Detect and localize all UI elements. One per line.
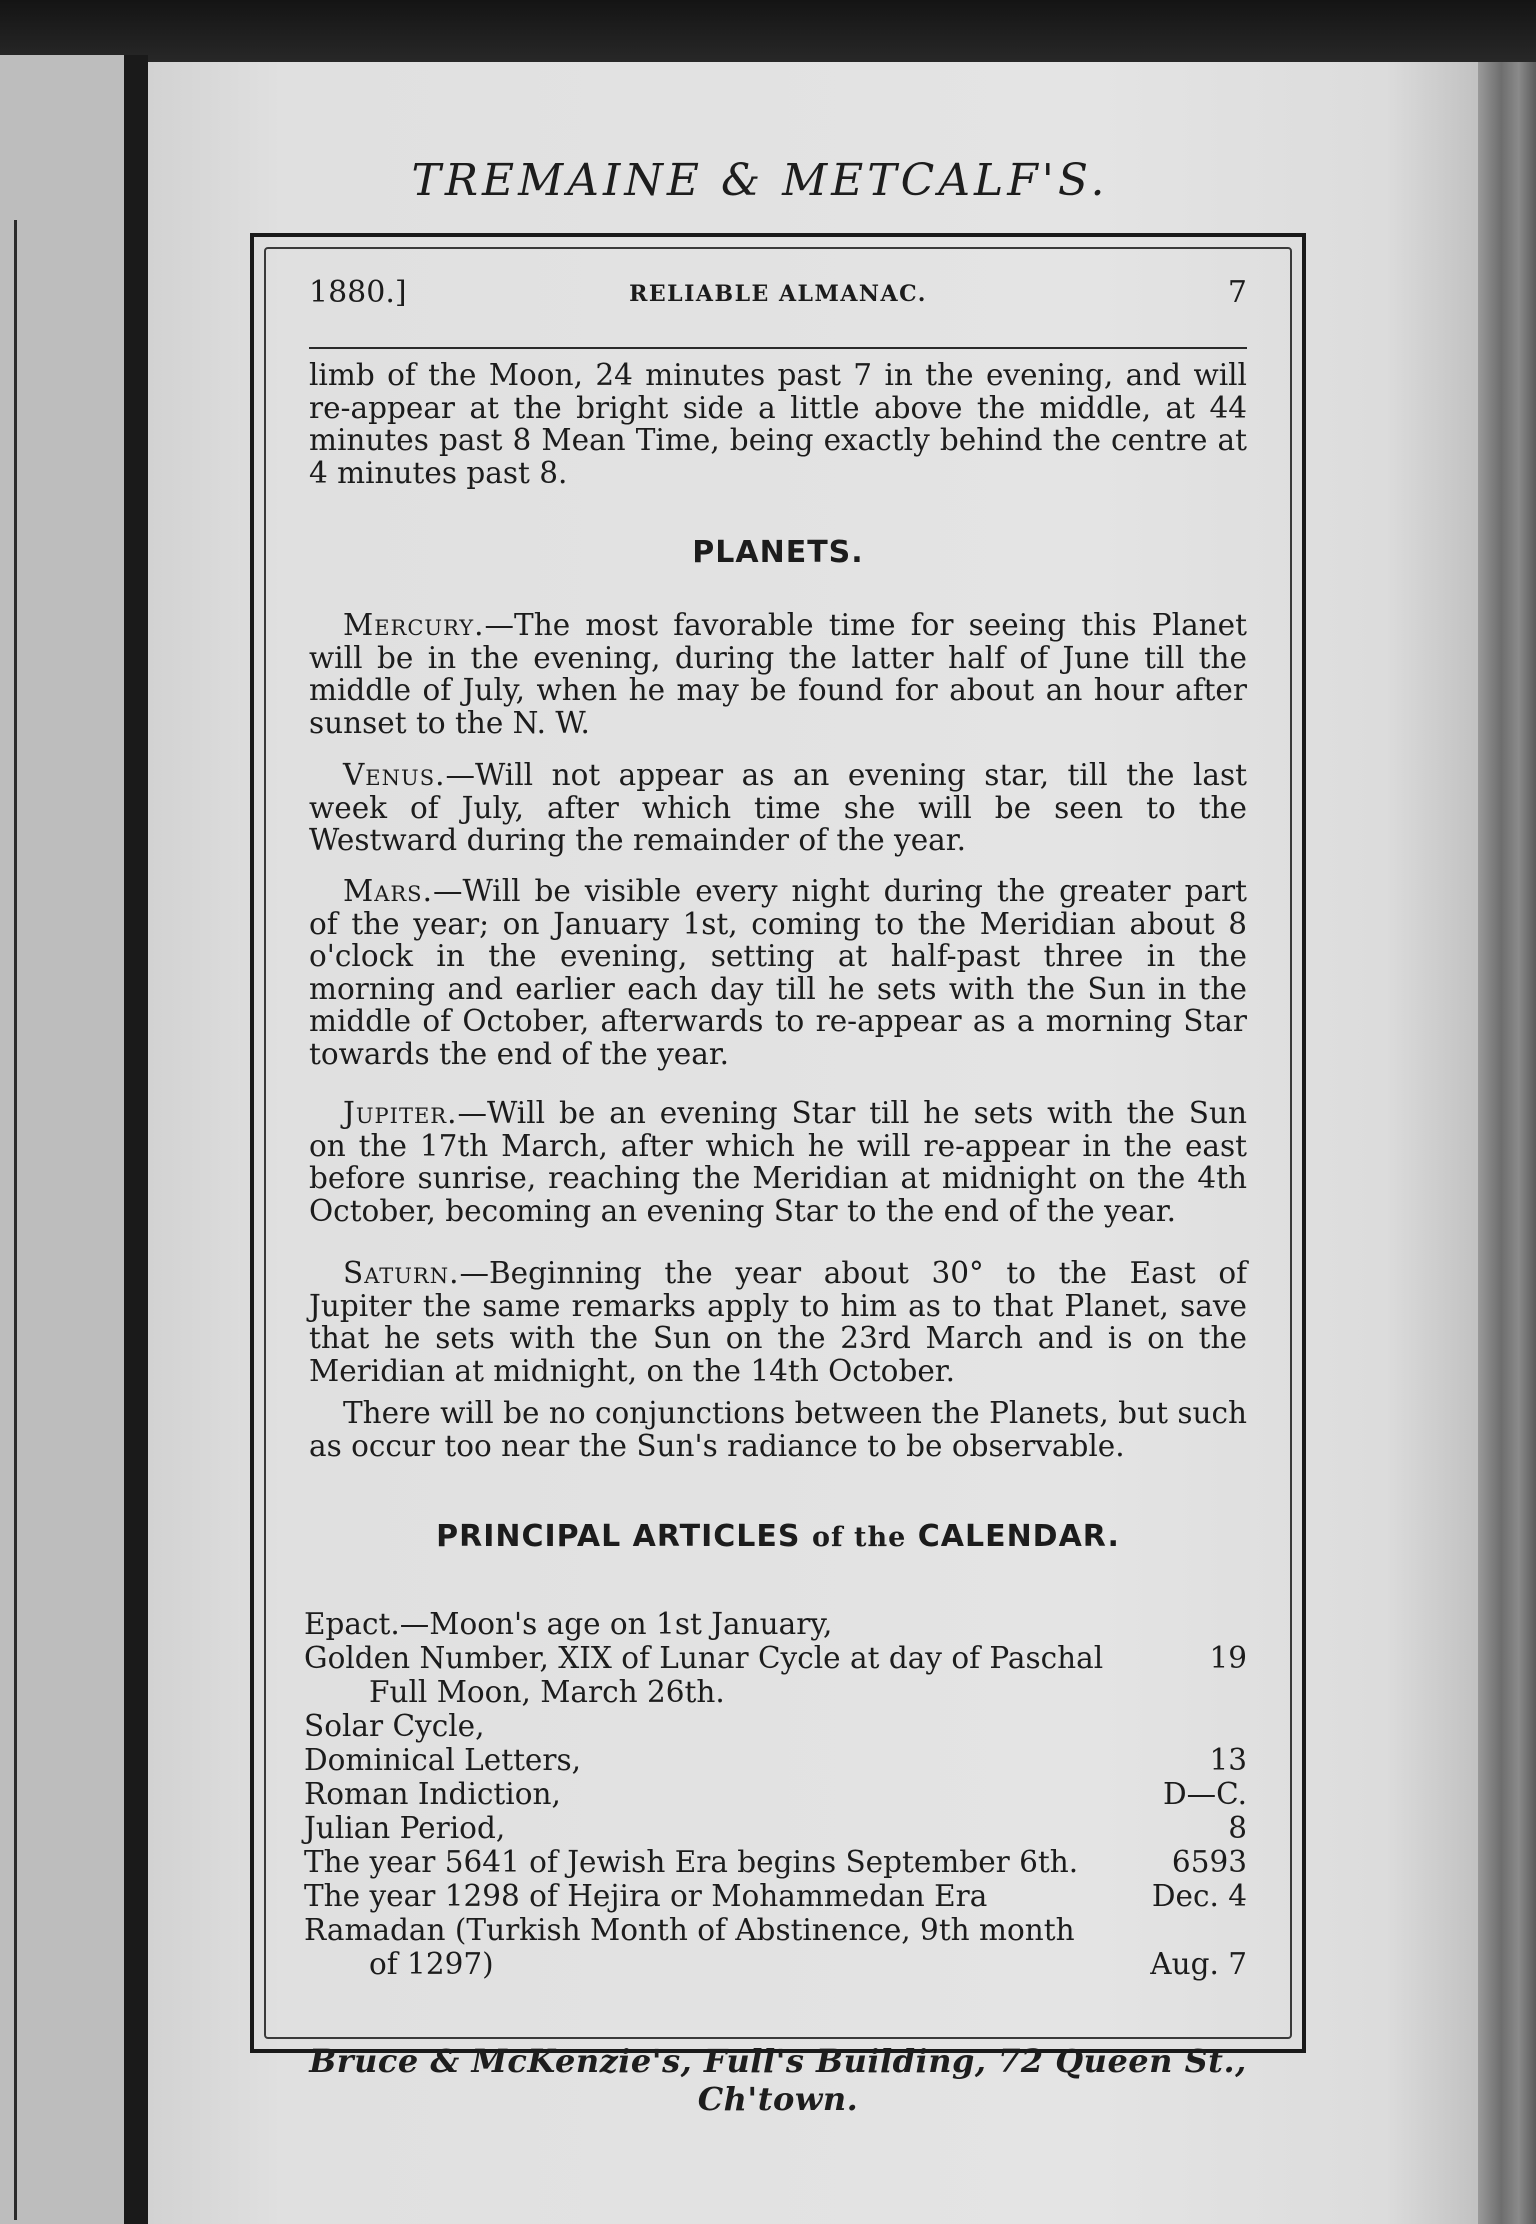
row-value: Aug. 7 [1150, 1947, 1247, 1981]
planet-entry-saturn [309, 1257, 1247, 1387]
planet-entry-jupiter [309, 1097, 1247, 1227]
page-footer: Bruce & McKenzie's, Full's Building, 72 Queen St., Ch'town. [309, 2042, 1247, 2118]
opening-paragraph: limb of the Moon, 24 minutes past 7 in the evening, and will re-appear at the bright side a little above the middle, at 44 minutes past 8 Mean Time, being exactly behind the centre at 4 minutes past 8. [309, 358, 1247, 490]
row-value: 13 [1209, 1743, 1247, 1777]
frame-content [254, 237, 1302, 2049]
calendar-row [304, 1811, 1247, 1845]
planet-name: Jupiter. [343, 1096, 458, 1130]
row-label: The year 1298 of Hejira or Mohammedan Era [304, 1879, 988, 1913]
row-label: Solar Cycle, [304, 1709, 485, 1743]
calendar-row [304, 1607, 1247, 1641]
row-value: 19 [1209, 1641, 1247, 1675]
page-number: 7 [1227, 275, 1247, 310]
row-label: Epact.—Moon's age on 1st January, [304, 1607, 833, 1641]
planet-text: —The most favorable time for seeing this Planet will be in the evening, during the latter half of June till the middle of July, when he may be found for about an hour after sunset to the N. W. [309, 608, 1247, 740]
row-label: Full Moon, March 26th. [369, 1675, 725, 1709]
head-rule [309, 347, 1247, 349]
planet-text: —Will be visible every night during the greater part of the year; on January 1st, coming to the Meridian about 8 o'clock in the evening, setting at half-past three in the morning and earlier each day till he sets with the Sun in the middle of October, afterwards to re-appear as a morning Star towards the end of the year. [309, 874, 1247, 1071]
calendar-row [304, 1675, 1247, 1709]
row-label: Golden Number, XIX of Lunar Cycle at day of Paschal [304, 1641, 1104, 1675]
calendar-row [304, 1845, 1247, 1879]
row-label: Ramadan (Turkish Month of Abstinence, 9th month [304, 1913, 1075, 1947]
facing-page-border [0, 220, 17, 2220]
calendar-title-main: PRINCIPAL ARTICLES [436, 1519, 801, 1554]
row-value: D—C. [1162, 1777, 1247, 1811]
row-label: Julian Period, [304, 1811, 506, 1845]
calendar-row [304, 1743, 1247, 1777]
planet-text: —Will be an evening Star till he sets with the Sun on the 17th March, after which he will re-appear in the east before sunrise, reaching the Meridian at midnight on the 4th October, becoming an evening Star to the end of the year. [309, 1096, 1247, 1228]
planet-text: —Beginning the year about 30° to the East of Jupiter the same remarks apply to him as to that Planet, save that he sets with the Sun on the 23rd March and is on the Meridian at midnight, on the 14th October. [309, 1256, 1247, 1388]
calendar-title-end: CALENDAR. [917, 1519, 1120, 1554]
planet-text: —Will not appear as an evening star, till the last week of July, after which time she will be seen to the Westward during the remainder of the year. [309, 758, 1247, 857]
planet-name: Mercury. [343, 608, 485, 642]
planet-name: Saturn. [343, 1256, 460, 1290]
book-gutter [124, 55, 148, 2224]
calendar-row [304, 1709, 1247, 1743]
calendar-row [304, 1947, 1247, 1981]
calendar-row [304, 1641, 1247, 1675]
running-head [309, 275, 1247, 319]
planet-entry-mars [309, 875, 1247, 1070]
row-label: Dominical Letters, [304, 1743, 582, 1777]
planet-name: Venus. [343, 758, 446, 792]
running-head-year: 1880.] [309, 275, 407, 310]
row-value: 8 [1228, 1811, 1247, 1845]
calendar-row [304, 1777, 1247, 1811]
page-edge [1478, 62, 1536, 2224]
row-value: 6593 [1171, 1845, 1247, 1879]
row-label: of 1297) [369, 1947, 494, 1981]
page-header: TREMAINE & METCALF'S. [411, 155, 1109, 206]
calendar-row [304, 1913, 1247, 1947]
calendar-title-of: of the [811, 1522, 907, 1553]
calendar-title [254, 1519, 1302, 1554]
planet-name: Mars. [343, 874, 433, 908]
facing-page [0, 55, 128, 2224]
row-label: The year 5641 of Jewish Era begins September 6th. [304, 1845, 1079, 1879]
scan-top-shadow [0, 0, 1536, 70]
running-head-title: RELIABLE ALMANAC. [629, 281, 927, 307]
planets-closing: There will be no conjunctions between the Planets, but such as occur too near the Sun's radiance to be observable. [309, 1396, 1247, 1463]
text-frame [250, 233, 1306, 2053]
planet-entry-venus [309, 759, 1247, 857]
calendar-row [304, 1879, 1247, 1913]
row-value: Dec. 4 [1151, 1879, 1247, 1913]
row-label: Roman Indiction, [304, 1777, 561, 1811]
planet-entry-mercury [309, 609, 1247, 739]
planets-title: PLANETS. [692, 535, 864, 570]
